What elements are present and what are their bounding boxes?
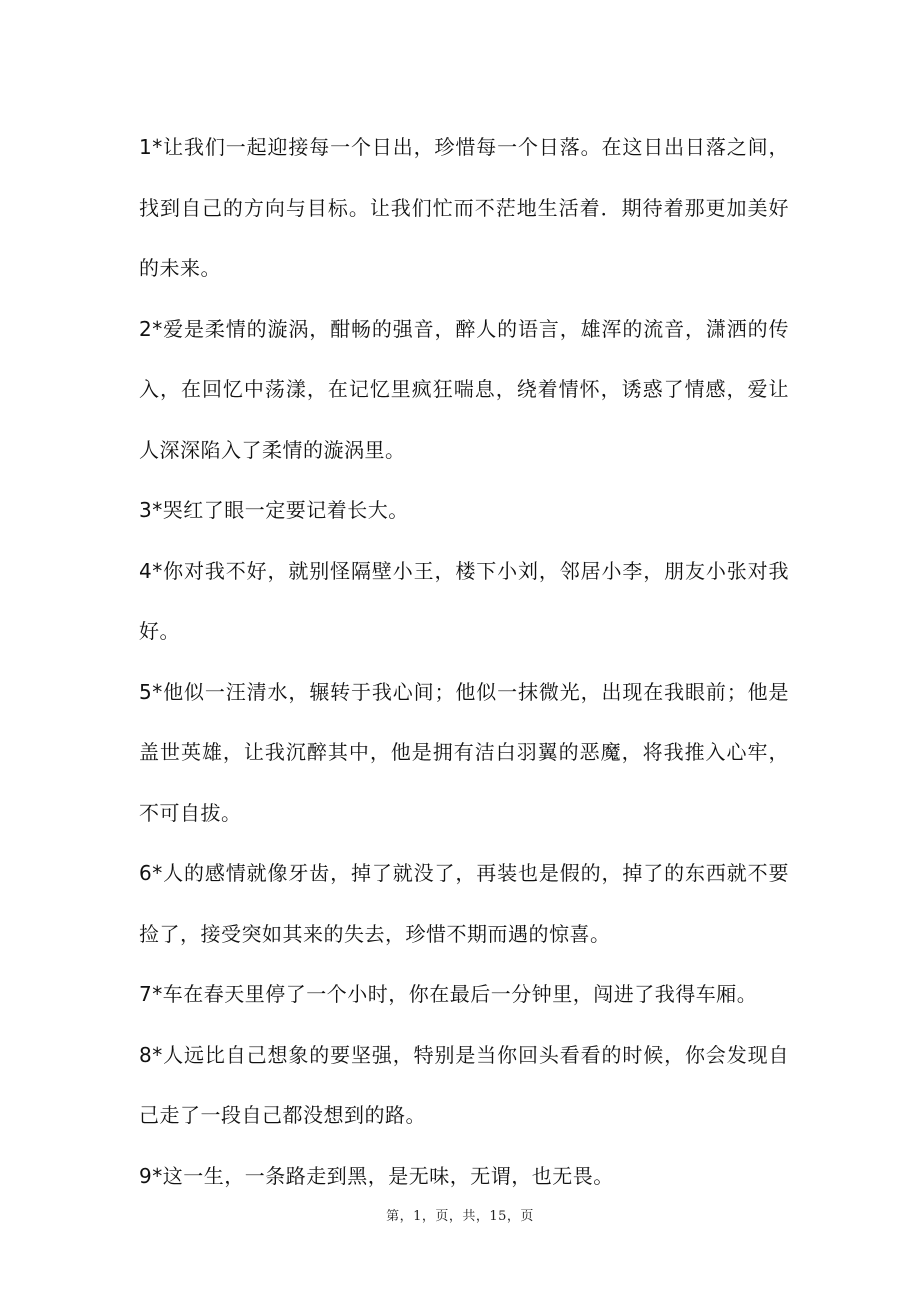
paragraph-1: 1*让我们一起迎接每一个日出，珍惜每一个日落。在这日出日落之间，找到自己的方向与目标。让我们忙而不茫地生活着．期待着那更加美好的未来。 bbox=[139, 135, 789, 280]
paragraph-8: 8*人远比自己想象的要坚强，特别是当你回头看看的时候，你会发现自己走了一段自己都没想到的路。 bbox=[139, 1042, 789, 1127]
paragraph-7: 7*车在春天里停了一个小时，你在最后一分钟里，闯进了我得车厢。 bbox=[139, 982, 758, 1006]
paragraph-2: 2*爱是柔情的漩涡，酣畅的强音，醉人的语言，雄浑的流音，潇洒的传入，在回忆中荡漾，在记忆里疯狂喘息，绕着情怀，诱惑了情感，爱让人深深陷入了柔情的漩涡里。 bbox=[139, 316, 789, 462]
paragraph-6: 6*人的感情就像牙齿，掉了就没了，再装也是假的，掉了的东西就不要捡了，接受突如其来的失去，珍惜不期而遇的惊喜。 bbox=[139, 861, 789, 946]
page-footer: 第，1，页，共，15，页 bbox=[386, 1209, 534, 1224]
paragraph-4: 4*你对我不好，就别怪隔壁小王，楼下小刘，邻居小李，朋友小张对我好。 bbox=[139, 558, 789, 643]
paragraph-5: 5*他似一汪清水，辗转于我心间；他似一抹微光，出现在我眼前；他是盖世英雄，让我沉醉其中，他是拥有洁白羽翼的恶魔，将我推入心牢，不可自拔。 bbox=[139, 679, 789, 825]
paragraph-3: 3*哭红了眼一定要记着长大。 bbox=[139, 498, 409, 522]
paragraph-9: 9*这一生，一条路走到黑，是无味，无谓，也无畏。 bbox=[139, 1163, 614, 1188]
document-body bbox=[139, 117, 789, 1206]
